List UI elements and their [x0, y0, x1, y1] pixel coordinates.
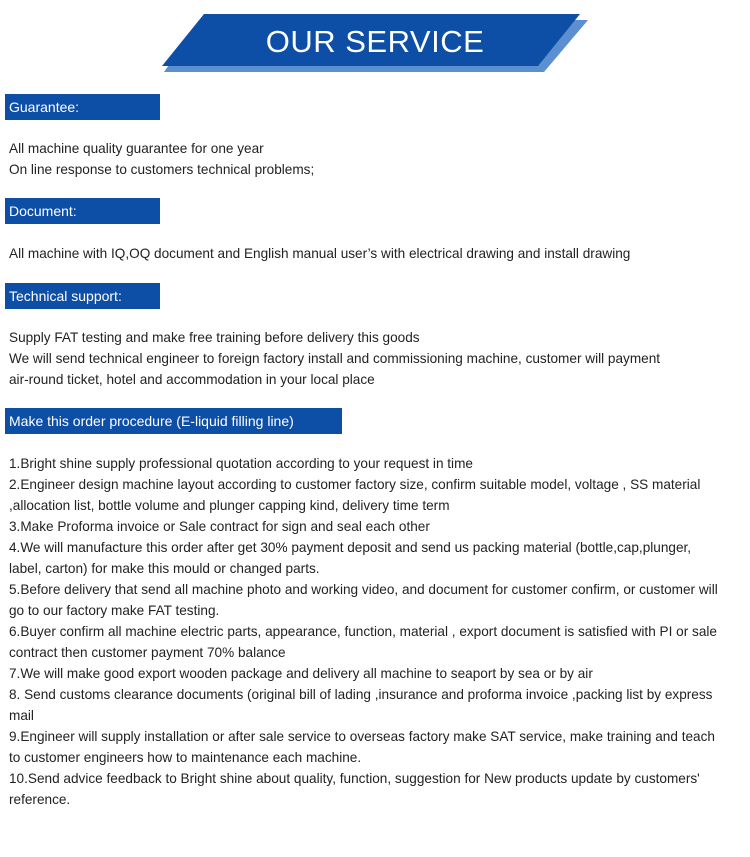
text-line: ,allocation list, bottle volume and plunger capping kind, delivery time term: [9, 498, 450, 513]
page-banner: [160, 14, 590, 72]
text-line: 1.Bright shine supply professional quotation according to your request in time: [9, 456, 473, 471]
text-line: All machine with IQ,OQ document and English manual user’s with electrical drawing and install drawing: [9, 246, 631, 261]
text-line: On line response to customers technical problems;: [9, 162, 315, 177]
text-line: air-round ticket, hotel and accommodation in your local place: [9, 372, 375, 387]
text-line: 5.Before delivery that send all machine photo and working video, and document for customer confirm, or customer will: [9, 582, 718, 597]
page-title: OUR SERVICE: [265, 24, 485, 59]
text-line: label, carton) for make this mould or changed parts.: [9, 561, 320, 576]
text-line: All machine quality guarantee for one year: [9, 141, 264, 156]
text-line: Supply FAT testing and make free training before delivery this goods: [9, 330, 420, 345]
text-line: 7.We will make good export wooden package and delivery all machine to seaport by sea or by air: [9, 666, 593, 681]
text-line: go to our factory make FAT testing.: [9, 603, 220, 618]
text-line: 3.Make Proforma invoice or Sale contract for sign and seal each other: [9, 519, 430, 534]
guarantee-label: Guarantee:: [5, 94, 160, 120]
text-line: contract then customer payment 70% balance: [9, 645, 286, 660]
text-line: We will send technical engineer to foreign factory install and commissioning machine, customer will payment: [9, 351, 661, 366]
text-line: reference.: [9, 792, 71, 807]
procedure-label: Make this order procedure (E-liquid filling line): [5, 408, 342, 434]
document-label: Document:: [5, 198, 160, 224]
text-line: 8. Send customs clearance documents (original bill of lading ,insurance and proforma invoice ,packing list by express: [9, 687, 713, 702]
text-line: 2.Engineer design machine layout according to customer factory size, confirm suitable model, voltage , SS material: [9, 477, 701, 492]
text-line: 10.Send advice feedback to Bright shine about quality, function, suggestion for New products update by customers': [9, 771, 700, 786]
technical-support-text: [9, 327, 660, 390]
text-line: mail: [9, 708, 34, 723]
text-line: 9.Engineer will supply installation or after sale service to overseas factory make SAT service, make training and teach: [9, 729, 715, 744]
document-text: [9, 243, 630, 264]
technical-support-label: Technical support:: [5, 283, 160, 309]
text-line: 4.We will manufacture this order after get 30% payment deposit and send us packing material (bottle,cap,plunger,: [9, 540, 692, 555]
text-line: 6.Buyer confirm all machine electric parts, appearance, function, material , export document is satisfied with PI or sale: [9, 624, 717, 639]
guarantee-text: [9, 138, 314, 180]
procedure-text: [9, 453, 718, 810]
text-line: to customer engineers how to maintenance each machine.: [9, 750, 362, 765]
